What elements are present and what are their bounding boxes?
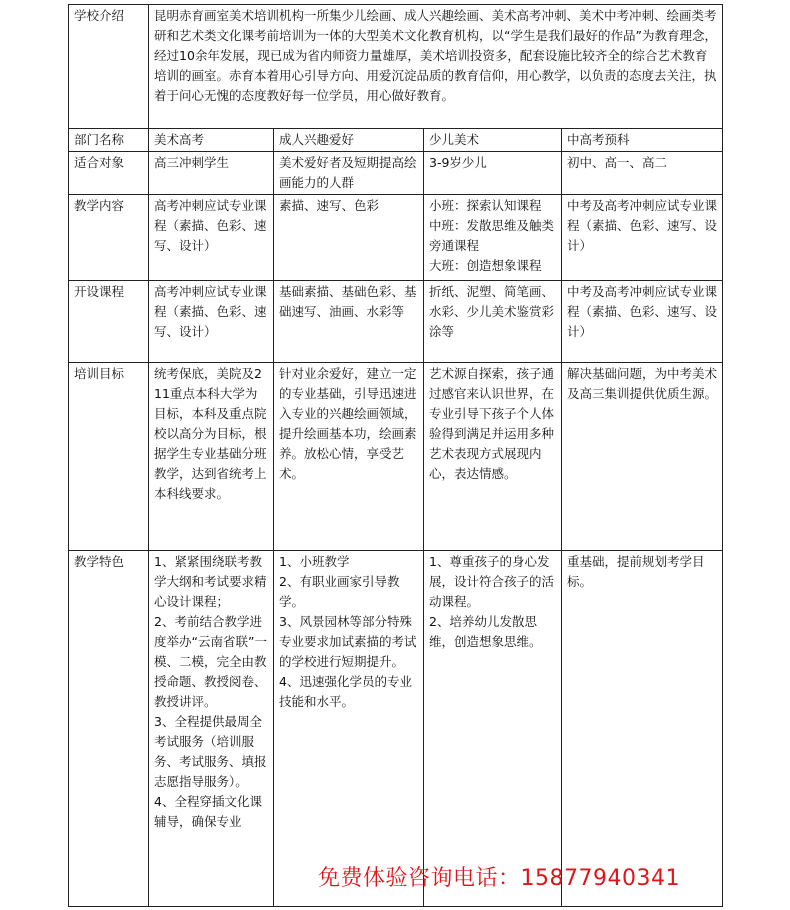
cell-kids <box>424 363 562 551</box>
cell-adult <box>274 195 424 281</box>
cell-kids <box>424 152 562 195</box>
row-training-goals <box>69 363 723 551</box>
cell-line: 中考及高考冲刺应试专业课程（素描、色彩、速写、设计） <box>567 284 718 339</box>
cell-line: 统考保底，美院及211重点本科大学为目标，本科及重点院校以高分为目标，根据学生专业基础分班教学，达到省统考上本科线要求。 <box>154 366 267 501</box>
cell-line: 初中、高一、高二 <box>567 155 668 170</box>
cell-adult <box>274 551 424 907</box>
cell-kids <box>424 195 562 281</box>
cell-line: 折纸、泥塑、简笔画、水彩、少儿美术鉴赏彩涂等 <box>429 284 555 339</box>
cell-adult <box>274 281 424 363</box>
row-label: 适合对象 <box>69 152 149 195</box>
row-label: 教学内容 <box>69 195 149 281</box>
cell-line: 素描、速写、色彩 <box>279 198 380 213</box>
cell-prep <box>562 551 723 907</box>
row-teaching-features <box>69 551 723 907</box>
row-label: 培训目标 <box>69 363 149 551</box>
cell-kids <box>424 551 562 907</box>
cell-line: 高考冲刺应试专业课程（素描、色彩、速写、设计） <box>154 198 267 253</box>
header-row <box>69 129 723 152</box>
cell-line: 2、培养幼儿发散思维，创造想象思维。 <box>429 614 542 649</box>
cell-line: 1、紧紧围绕联考教学大纲和考试要求精心设计课程； <box>154 554 267 609</box>
cell-line: 3-9岁少儿 <box>429 155 487 170</box>
cell-gaokao <box>149 195 274 281</box>
consult-hotline: 免费体验咨询电话：15877940341 <box>318 866 680 891</box>
header-col-kids: 少儿美术 <box>424 129 562 152</box>
cell-line: 中班：发散思维及触类旁通课程 <box>429 218 555 253</box>
cell-prep <box>562 281 723 363</box>
row-target-audience <box>69 152 723 195</box>
cell-prep <box>562 152 723 195</box>
cell-line: 中考及高考冲刺应试专业课程（素描、色彩、速写、设计） <box>567 198 718 253</box>
info-table <box>68 4 723 907</box>
cell-adult <box>274 152 424 195</box>
cell-line: 小班：探索认知课程 <box>429 198 542 213</box>
row-label: 开设课程 <box>69 281 149 363</box>
cell-prep <box>562 195 723 281</box>
cell-line: 1、尊重孩子的身心发展，设计符合孩子的活动课程。 <box>429 554 555 609</box>
cell-line: 基础素描、基础色彩、基础速写、油画、水彩等 <box>279 284 417 319</box>
cell-line: 4、迅速强化学员的专业技能和水平。 <box>279 674 412 709</box>
cell-line: 4、全程穿插文化课辅导，确保专业 <box>154 794 262 829</box>
cell-gaokao <box>149 281 274 363</box>
header-label: 部门名称 <box>69 129 149 152</box>
cell-line: 高考冲刺应试专业课程（素描、色彩、速写、设计） <box>154 284 267 339</box>
cell-line: 针对业余爱好，建立一定的专业基础，引导迅速进入专业的兴趣绘画领域，提升绘画基本功，绘画素养。放松心情，享受艺术。 <box>279 366 417 481</box>
intro-row <box>69 5 723 129</box>
cell-gaokao <box>149 551 274 907</box>
cell-line: 3、风景园林等部分特殊专业要求加试素描的考试的学校进行短期提升。 <box>279 614 417 669</box>
cell-line: 解决基础问题，为中考美术及高三集训提供优质生源。 <box>567 366 718 401</box>
cell-kids <box>424 281 562 363</box>
intro-label: 学校介绍 <box>69 5 149 129</box>
cell-line: 大班：创造想象课程 <box>429 258 542 273</box>
row-label: 教学特色 <box>69 551 149 907</box>
cell-prep <box>562 363 723 551</box>
header-col-prep: 中高考预科 <box>562 129 723 152</box>
row-courses <box>69 281 723 363</box>
cell-line: 美术爱好者及短期提高绘画能力的人群 <box>279 155 417 190</box>
header-col-adult: 成人兴趣爱好 <box>274 129 424 152</box>
cell-line: 艺术源自探索，孩子通过感官来认识世界，在专业引导下孩子个人体验得到满足并运用多种艺术表现方式展现内心，表达情感。 <box>429 366 555 481</box>
cell-adult <box>274 363 424 551</box>
header-col-gaokao: 美术高考 <box>149 129 274 152</box>
cell-line: 2、有职业画家引导教学。 <box>279 574 400 609</box>
cell-line: 重基础，提前规划考学目标。 <box>567 554 705 589</box>
cell-gaokao <box>149 152 274 195</box>
cell-line: 高三冲刺学生 <box>154 155 230 170</box>
cell-line: 1、小班教学 <box>279 554 350 569</box>
cell-gaokao <box>149 363 274 551</box>
row-teaching-content <box>69 195 723 281</box>
intro-text: 昆明赤育画室美术培训机构一所集少儿绘画、成人兴趣绘画、美术高考冲刺、美术中考冲刺、绘画类考研和艺术类文化课考前培训为一体的大型美术文化教育机构，以“学生是我们最好的作品”为教育理念，经过10余年发展，现已成为省内师资力量雄厚，美术培训投资多，配套设施比较齐全的综合艺术教育培训的画室。赤育本着用心引导方向、用爱沉淀品质的教育信仰，用心教学，以负责的态度去关注，执着于问心无愧的态度教好每一位学员，用心做好教育。 <box>149 5 723 129</box>
cell-line: 3、全程提供最周全考试服务（培训服务、考试服务、填报志愿指导服务）。 <box>154 714 267 789</box>
cell-line: 2、考前结合教学进度举办“云南省联”一模、二模，完全由教授命题、教授阅卷、教授讲评。 <box>154 614 267 709</box>
